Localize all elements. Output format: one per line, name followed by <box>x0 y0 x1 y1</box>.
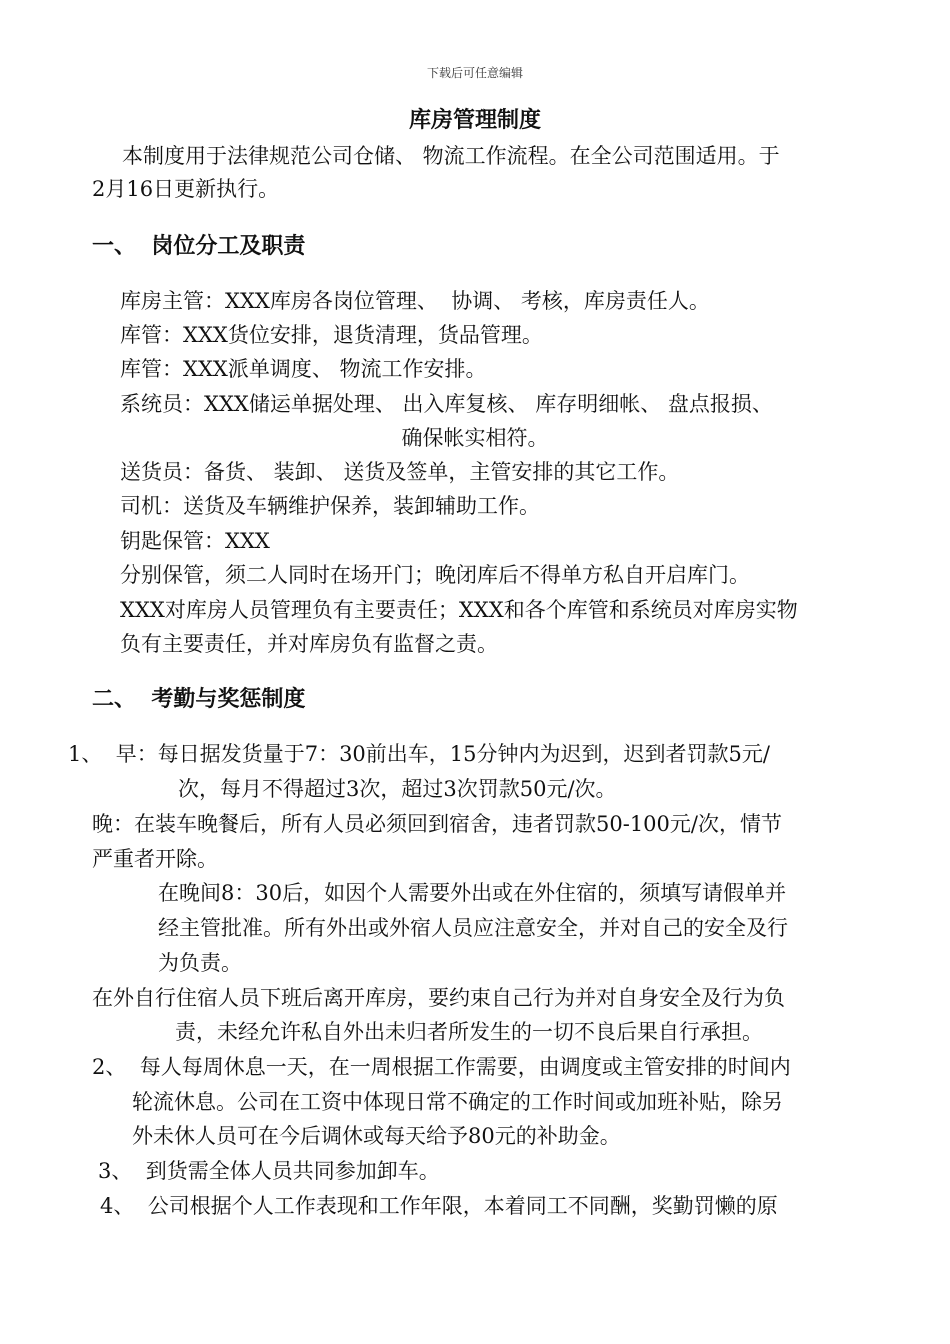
body-line: 库管：XXX派单调度、 物流工作安排。 <box>120 357 487 381</box>
body-line: 次，每月不得超过3次，超过3次罚款50元/次。 <box>178 777 617 801</box>
body-line: 系统员：XXX储运单据处理、 出入库复核、 库存明细帐、 盘点报损、 <box>120 392 773 416</box>
body-line: 分别保管，须二人同时在场开门；晚闭库后不得单方私自开启库门。 <box>120 563 750 587</box>
body-line: 2、 每人每周休息一天，在一周根据工作需要，由调度或主管安排的时间内 <box>92 1055 791 1079</box>
body-line: 4、 公司根据个人工作表现和工作年限，本着同工不同酬，奖勤罚懒的原 <box>100 1194 778 1218</box>
body-line: 严重者开除。 <box>92 847 218 871</box>
intro-line: 2月16日更新执行。 <box>92 177 280 201</box>
body-line: 司机：送货及车辆维护保养，装卸辅助工作。 <box>120 494 540 518</box>
section-heading: 一、 岗位分工及职责 <box>92 233 306 259</box>
page-header: 下载后可任意编辑 <box>426 66 523 80</box>
intro-line: 本制度用于法律规范公司仓储、 物流工作流程。在全公司范围适用。于 <box>122 144 780 168</box>
body-line: 经主管批准。所有外出或外宿人员应注意安全，并对自己的安全及行 <box>158 916 788 940</box>
body-line: 3、 到货需全体人员共同参加卸车。 <box>98 1159 440 1183</box>
body-line: 库管：XXX货位安排，退货清理，货品管理。 <box>120 323 543 347</box>
body-line: 晚：在装车晚餐后，所有人员必须回到宿舍，违者罚款50-100元/次，情节 <box>92 812 782 836</box>
body-line: 库房主管：XXX库房各岗位管理、 协调、 考核，库房责任人。 <box>120 289 710 313</box>
body-line: 外未休人员可在今后调休或每天给予80元的补助金。 <box>132 1124 621 1148</box>
body-line: 责，未经允许私自外出未归者所发生的一切不良后果自行承担。 <box>175 1020 763 1044</box>
body-line: 确保帐实相符。 <box>401 426 549 450</box>
body-line: 1、 早：每日据发货量于7：30前出车，15分钟内为迟到，迟到者罚款5元/ <box>68 742 770 766</box>
body-line: 为负责。 <box>158 951 242 975</box>
section-heading: 二、 考勤与奖惩制度 <box>92 686 306 712</box>
body-line: XXX对库房人员管理负有主要责任；XXX和各个库管和系统员对库房实物 <box>120 598 798 622</box>
body-line: 在外自行住宿人员下班后离开库房，要约束自己行为并对自身安全及行为负 <box>92 986 785 1010</box>
body-line: 负有主要责任，并对库房负有监督之责。 <box>120 632 498 656</box>
body-line: 在晚间8：30后，如因个人需要外出或在外住宿的，须填写请假单并 <box>158 881 787 905</box>
body-line: 送货员：备货、 装卸、 送货及签单，主管安排的其它工作。 <box>120 460 680 484</box>
document-title: 库房管理制度 <box>408 107 541 133</box>
body-line: 轮流休息。公司在工资中体现日常不确定的工作时间或加班补贴，除另 <box>132 1090 783 1114</box>
body-line: 钥匙保管：XXX <box>120 529 270 553</box>
